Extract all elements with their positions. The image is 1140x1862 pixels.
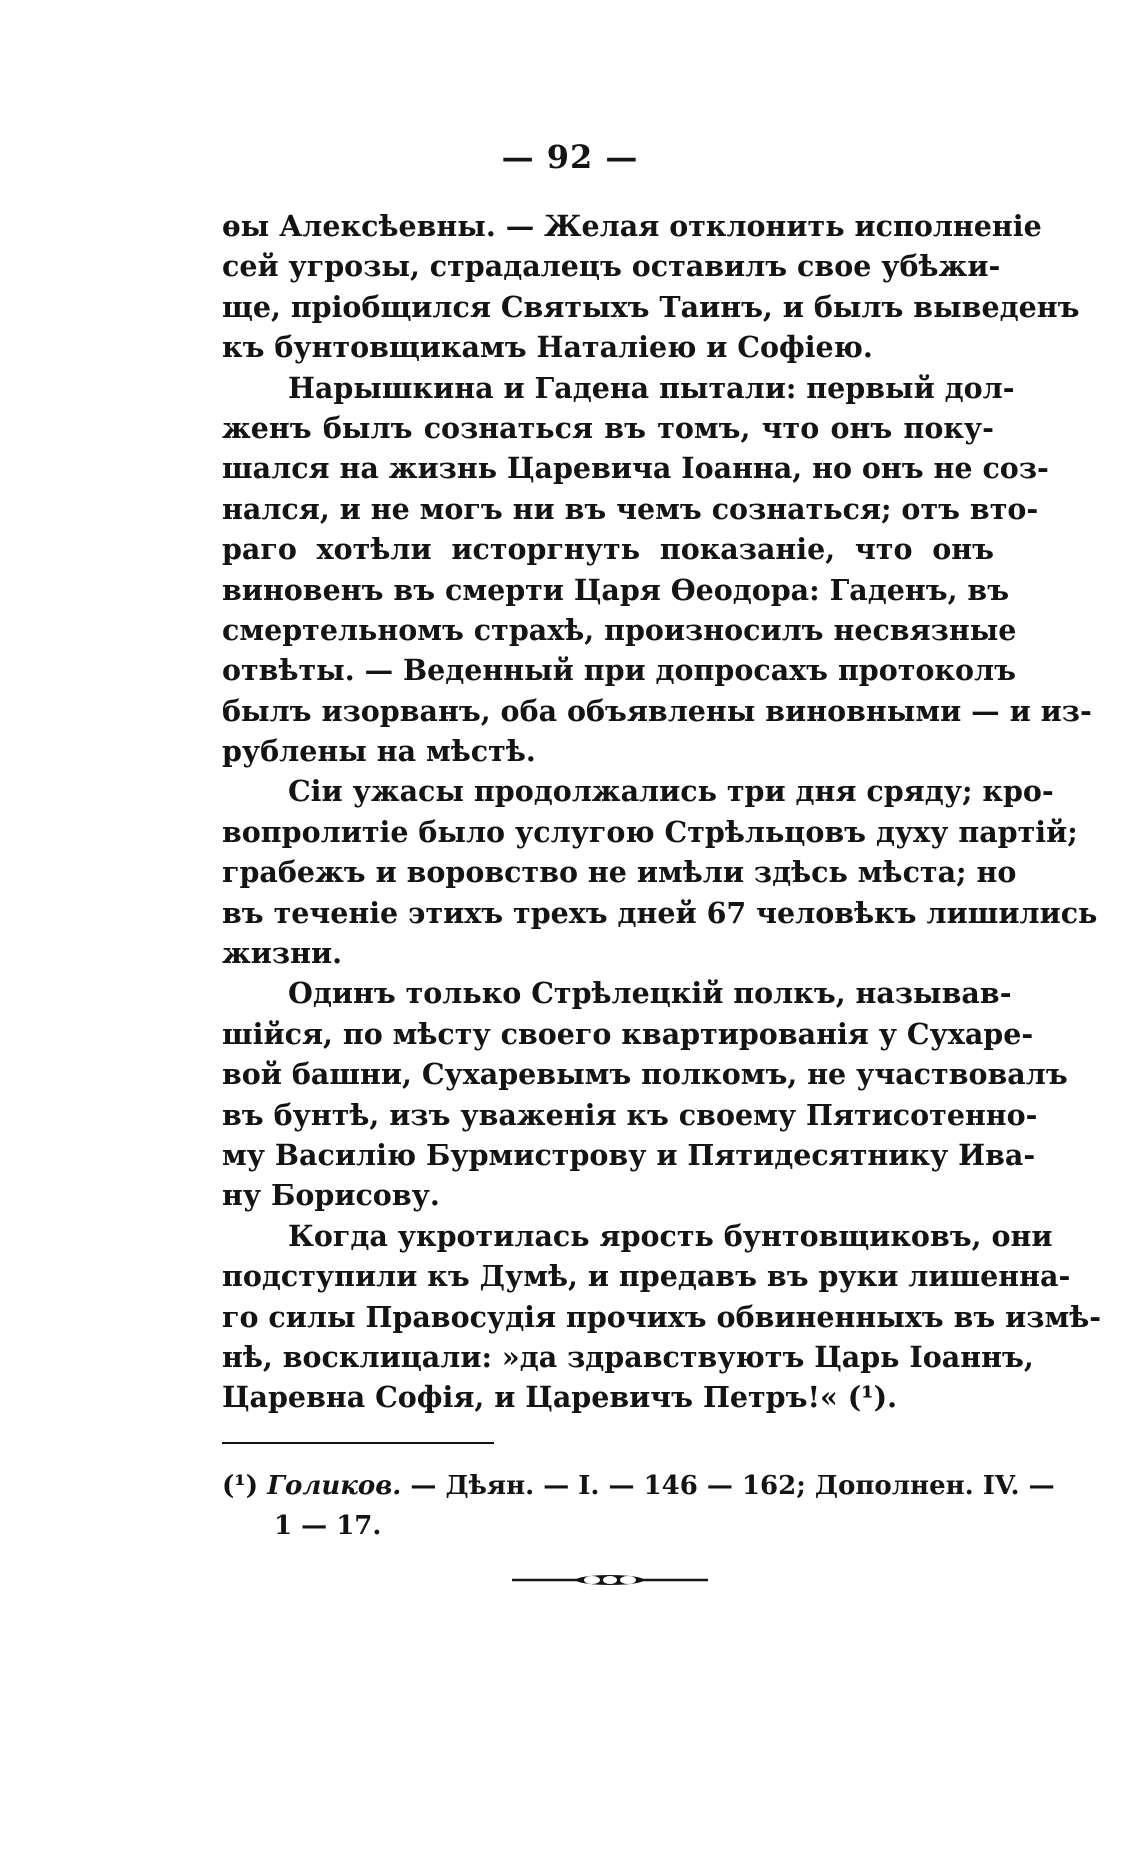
text-line: нался, и не могъ ни въ чемъ сознаться; отъ вто-	[222, 491, 1039, 526]
text-line: смертельномъ страхѣ, произносилъ несвязные	[222, 612, 1017, 647]
text-line: Сіи ужасы продолжались три дня сряду; кро-	[288, 774, 1054, 809]
footnote-reference: — Дѣян. — I. — 146 — 162; Дополнен. IV. —	[410, 1471, 1055, 1501]
text-line: ще, пріобщился Святыхъ Таинъ, и былъ выведенъ	[222, 289, 1080, 324]
footnote-line-1	[222, 1466, 1055, 1506]
text-line: вой башни, Сухаревымъ полкомъ, не участвовалъ	[222, 1057, 1068, 1092]
text-line: сей угрозы, страдалецъ оставилъ свое убѣжи-	[222, 249, 1001, 284]
text-line: рублены на мѣстѣ.	[222, 734, 536, 769]
text-line: Одинъ только Стрѣлецкій полкъ, называв-	[288, 976, 1012, 1011]
page-number: — 92 —	[501, 138, 639, 176]
paragraph	[222, 206, 1080, 368]
text-line: грабежъ и воровство не имѣли здѣсь мѣста; но	[222, 855, 1017, 890]
text-line: шался на жизнь Царевича Іоанна, но онъ не соз-	[222, 451, 1049, 486]
footnote-author: Голиков.	[267, 1471, 402, 1501]
footnote-rule	[222, 1442, 494, 1444]
text-line: Когда укротилась ярость бунтовщиковъ, они	[288, 1218, 1053, 1253]
paragraph	[222, 771, 1098, 973]
text-line: го силы Правосудія прочихъ обвиненныхъ въ измѣ-	[222, 1299, 1102, 1334]
text-line: ѳы Алексѣевны. — Желая отклонить исполненіе	[222, 209, 1042, 243]
text-line: въ бунтѣ, изъ уваженія къ своему Пятисотенно-	[222, 1097, 1038, 1132]
text-line: подступили къ Думѣ, и предавъ въ руки лишенна-	[222, 1259, 1071, 1294]
ornament-divider	[510, 1573, 710, 1587]
text-line: шійся, по мѣсту своего квартированія у Сухаре-	[222, 1016, 1034, 1051]
text-line: Нарышкина и Гадена пытали: первый дол-	[288, 370, 1015, 405]
text-line: раго хотѣли исторгнуть показаніе, что онъ	[222, 532, 994, 567]
text-line: Царевна Софія, и Царевичъ Петръ!« (¹).	[222, 1380, 898, 1415]
text-line: къ бунтовщикамъ Наталіею и Софіею.	[222, 330, 873, 365]
footnote-marker: (¹)	[222, 1471, 258, 1501]
text-line: женъ былъ сознаться въ томъ, что онъ поку-	[222, 410, 994, 445]
main-text	[222, 206, 1102, 1418]
text-line: отвѣты. — Веденный при допросахъ протоколъ	[222, 653, 1016, 688]
paragraph	[222, 1216, 1102, 1418]
text-line: жизни.	[222, 936, 343, 971]
footnote	[222, 1466, 1055, 1546]
paragraph	[222, 368, 1092, 772]
footnote-line-2: 1 — 17.	[274, 1511, 382, 1541]
text-line: вопролитіе было услугою Стрѣльцовъ духу партій;	[222, 814, 1078, 849]
paragraph	[222, 973, 1068, 1215]
text-line: былъ изорванъ, оба объявлены виновными — и из-	[222, 693, 1092, 728]
text-line: му Василію Бурмистрову и Пятидесятнику Ива-	[222, 1137, 1036, 1172]
text-line: нѣ, восклицали: »да здравствуютъ Царь Іоаннъ,	[222, 1339, 1034, 1374]
text-line: въ теченіе этихъ трехъ дней 67 человѣкъ лишились	[222, 895, 1098, 930]
text-line: виновенъ въ смерти Царя Ѳеодора: Гаденъ, въ	[222, 572, 1010, 607]
text-line: ну Борисову.	[222, 1178, 440, 1213]
